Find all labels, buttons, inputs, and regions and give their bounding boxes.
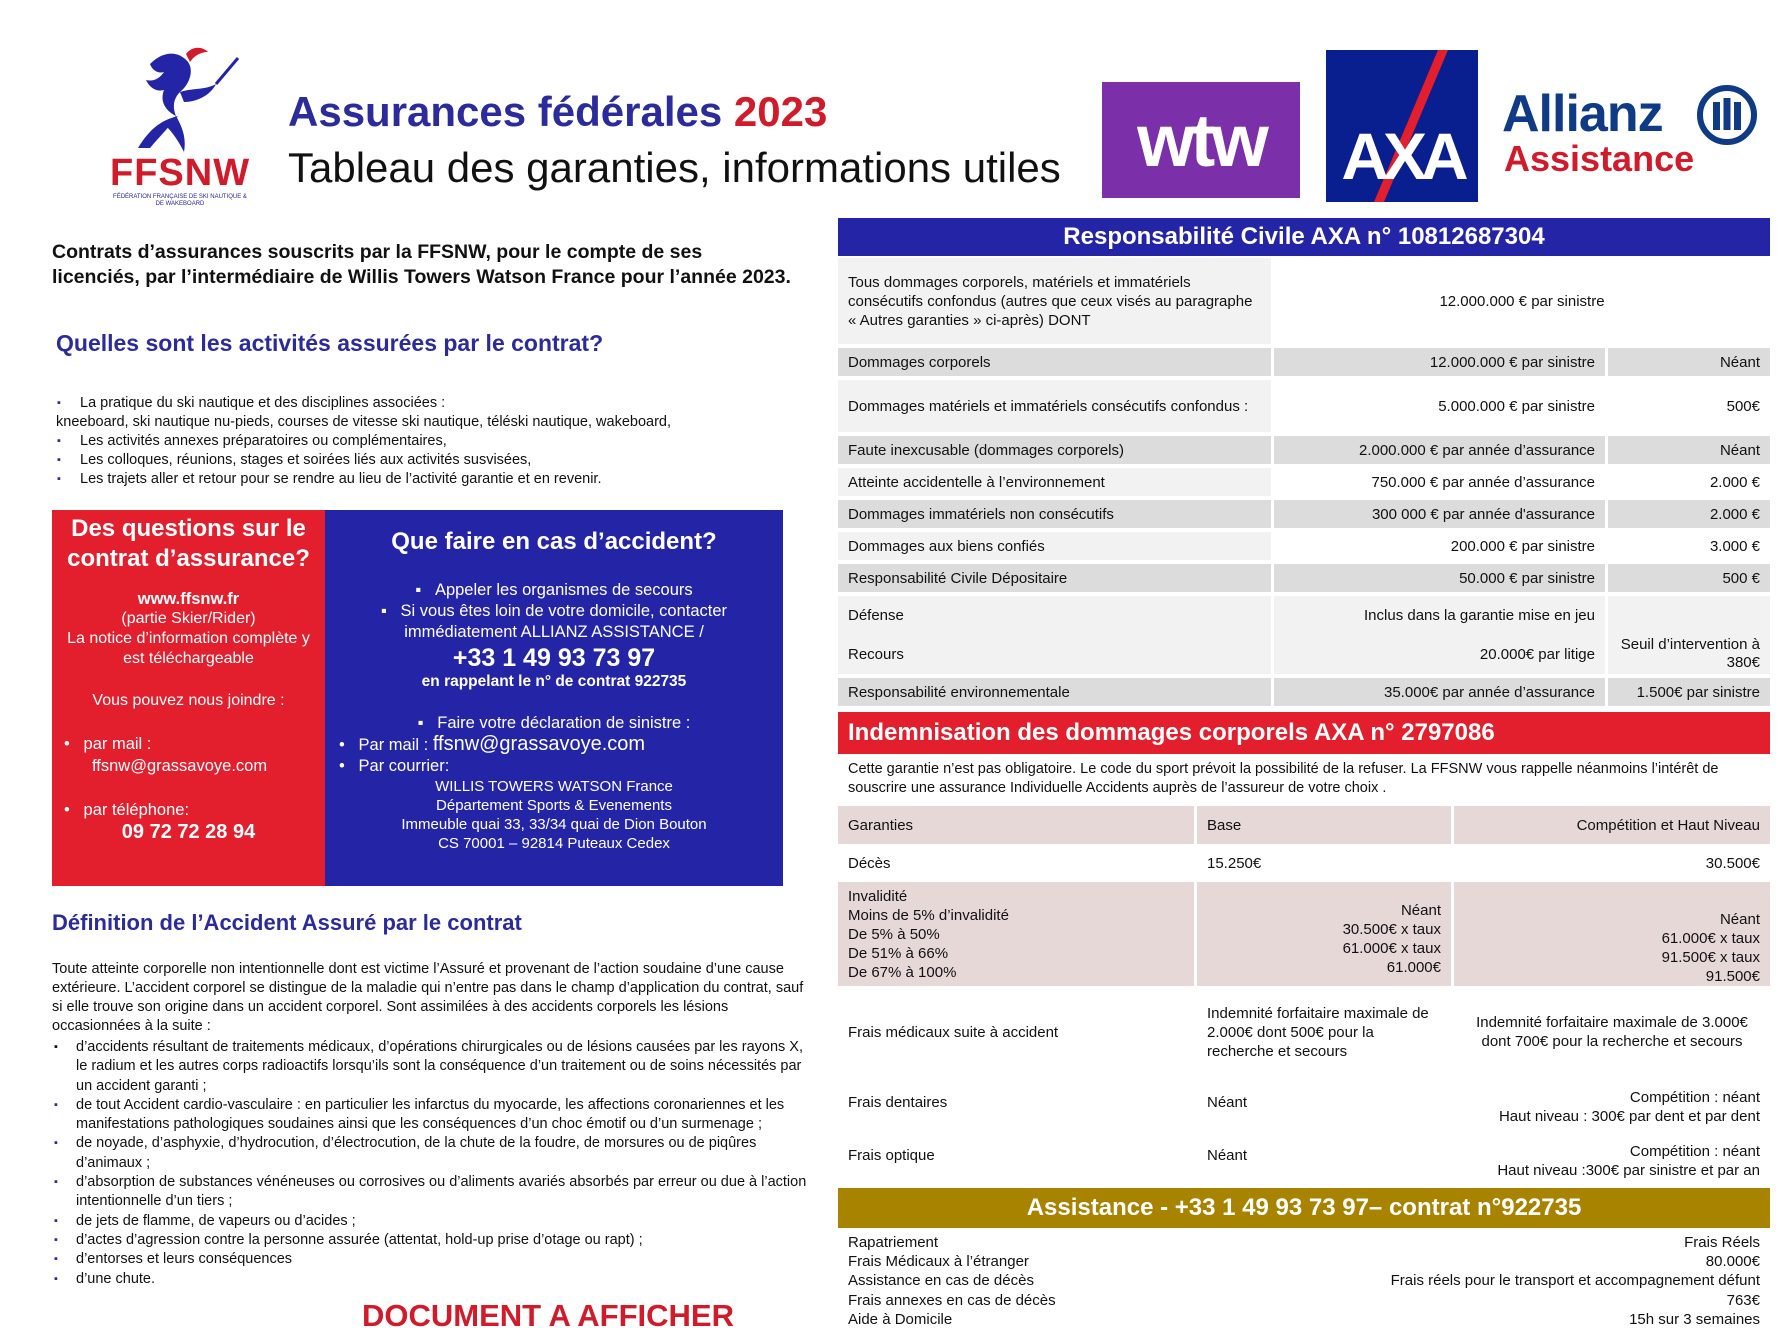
axa-logo-text: AXA xyxy=(1341,119,1463,193)
rc-row-label: Atteinte accidentelle à l’environnement xyxy=(838,468,1271,496)
ia-competition: Compétition : néant Haut niveau :300€ par sinistre et par an xyxy=(1454,1130,1770,1180)
join-text: Vous pouvez nous joindre : xyxy=(92,692,285,709)
notice-text: La notice d’information complète y est téléchargeable xyxy=(67,630,310,667)
rc-row-franchise: 2.000 € xyxy=(1608,468,1770,496)
ia-title-band: Indemnisation des dommages corporels AXA n° 2797086 xyxy=(838,712,1770,754)
list-item: ▪ Les activités annexes préparatoires ou complémentaires, xyxy=(52,432,752,451)
rc-row-amount: 12.000.000 € par sinistre xyxy=(1274,348,1605,376)
table-row xyxy=(838,468,1770,496)
ffsnw-logo xyxy=(110,44,250,214)
address-line: Immeuble quai 33, 33/34 quai de Dion Bouton xyxy=(401,816,707,833)
ia-invalidite-labels: Invalidité Moins de 5% d’invalidité De 5% à 50% De 51% à 66% De 67% à 100% xyxy=(838,882,1194,986)
axa-logo xyxy=(1326,50,1478,202)
table-row xyxy=(838,990,1770,1074)
rc-first-amount: 12.000.000 € par sinistre xyxy=(1274,258,1770,344)
accident-step: ▪ Si vous êtes loin de votre domicile, contacter immédiatement ALLIANZ ASSISTANCE / xyxy=(380,602,728,641)
assistance-value: 15h sur 3 semaines xyxy=(1629,1310,1760,1328)
assistance-label: Frais annexes en cas de décès xyxy=(848,1291,1056,1309)
list-item-continuation: kneeboard, ski nautique nu-pieds, courses de vitesse ski nautique, téléski nautique, wakeboard, xyxy=(56,414,672,430)
assistance-logo-text: Assistance xyxy=(1504,138,1695,179)
table-row xyxy=(838,532,1770,560)
list-item: ▪ d’une chute. xyxy=(52,1270,812,1289)
list-item: ▪ La pratique du ski nautique et des disciplines associées : xyxy=(52,394,752,413)
table-row xyxy=(838,1078,1770,1126)
table-row xyxy=(838,678,1770,706)
ffsnw-logo-subtitle: FÉDÉRATION FRANÇAISE DE SKI NAUTIQUE & DE WAKEBOARD xyxy=(113,194,247,207)
ia-label: Décès xyxy=(838,848,1194,878)
rc-row-label: Responsabilité environnementale xyxy=(838,678,1271,706)
list-item: ▪ Les trajets aller et retour pour se rendre au lieu de l’activité garantie et en revenir. xyxy=(52,470,752,489)
assistance-phone[interactable]: +33 1 49 93 73 97 xyxy=(452,644,656,672)
rc-row-label: Dommages aux biens confiés xyxy=(838,532,1271,560)
page-subtitle: Tableau des garanties, informations utiles xyxy=(288,144,1061,191)
rc-row-label: Recours xyxy=(838,634,1271,674)
intro-text: Contrats d’assurances souscrits par la FFSNW, pour le compte de ses licenciés, par l’intermédiaire de Willis Towers Watson France pour l’année 2023. xyxy=(52,241,791,288)
ia-base: Indemnité forfaitaire maximale de 2.000€ dont 500€ pour la recherche et secours xyxy=(1197,990,1451,1074)
list-item: ▪ de tout Accident cardio-vasculaire : en particulier les infarctus du myocarde, les affections coronariennes et les manifestations pathologiques soudaines ainsi que les conséquences d’un choc émotif ou d’un surmenage ; xyxy=(52,1096,812,1135)
table-row xyxy=(838,882,1770,986)
website-link[interactable]: www.ffsnw.fr xyxy=(137,590,240,608)
assistance-value: Frais réels pour le transport et accompagnement défunt xyxy=(1390,1272,1760,1290)
rc-row-label: Dommages corporels xyxy=(838,348,1271,376)
rc-row-label: Dommages immatériels non consécutifs xyxy=(838,500,1271,528)
assistance-title-band: Assistance - +33 1 49 93 73 97– contrat n°922735 xyxy=(838,1188,1770,1228)
rc-row-amount: 2.000.000 € par année d’assurance xyxy=(1274,436,1605,464)
ia-header: Base xyxy=(1197,806,1451,844)
title-year: 2023 xyxy=(733,88,828,135)
address-line: WILLIS TOWERS WATSON France xyxy=(435,778,673,795)
title-text: Assurances fédérales xyxy=(288,88,734,135)
questions-title: Des questions sur le contrat d’assurance? xyxy=(67,515,310,572)
allianz-eagle-icon xyxy=(1696,84,1758,146)
list-item: ▪ d’entorses et leurs conséquences xyxy=(52,1250,812,1269)
assistance-label: Frais Médicaux à l’étranger xyxy=(848,1253,1029,1271)
definition-heading: Définition de l’Accident Assuré par le contrat xyxy=(52,910,522,935)
assistance-label: Assistance en cas de décès xyxy=(848,1272,1034,1290)
rc-title-band: Responsabilité Civile AXA n° 10812687304 xyxy=(838,218,1770,256)
rc-row-amount: 5.000.000 € par sinistre xyxy=(1274,380,1605,432)
rc-row-amount: 35.000€ par année d’assurance xyxy=(1274,678,1605,706)
rc-row-label: Faute inexcusable (dommages corporels) xyxy=(838,436,1271,464)
display-notice: DOCUMENT A AFFICHER xyxy=(362,1298,734,1333)
rc-row-franchise: 500 € xyxy=(1608,564,1770,592)
ia-header: Compétition et Haut Niveau xyxy=(1454,806,1770,844)
accident-title: Que faire en cas d’accident? xyxy=(391,528,717,555)
definition-list xyxy=(52,1038,812,1289)
mail-link[interactable]: ffsnw@grassavoye.com xyxy=(92,757,268,775)
allianz-assistance-logo xyxy=(1500,82,1762,182)
ia-base: Néant xyxy=(1197,1130,1451,1180)
list-item: ▪ d’actes d’agression contre la personne assurée (attentat, hold-up prise d’otage ou rapt) ; xyxy=(52,1231,812,1250)
rc-row-amount: 300 000 € par année d'assurance xyxy=(1274,500,1605,528)
allianz-logo-text: Allianz xyxy=(1502,85,1663,143)
accident-box xyxy=(325,510,783,886)
activities-list xyxy=(52,394,752,489)
wtw-logo-text: wtw xyxy=(1137,98,1265,182)
table-row xyxy=(838,500,1770,528)
rc-row-franchise xyxy=(1608,596,1770,634)
assistance-label: Rapatriement xyxy=(848,1234,939,1251)
assistance-value: Frais Réels xyxy=(1684,1234,1760,1251)
page-title xyxy=(288,88,827,136)
ffsnw-logo-name: FFSNW xyxy=(110,152,251,194)
activities-heading: Quelles sont les activités assurées par le contrat? xyxy=(56,330,604,356)
ia-table xyxy=(838,806,1770,1184)
table-row xyxy=(838,806,1770,844)
rc-row-amount: 750.000 € par année d’assurance xyxy=(1274,468,1605,496)
questions-box xyxy=(52,510,325,886)
website-note: (partie Skier/Rider) xyxy=(121,610,256,627)
contract-reminder: en rappelant le n° de contrat 922735 xyxy=(421,673,687,690)
rc-row-franchise: 3.000 € xyxy=(1608,532,1770,560)
address-line: Département Sports & Evenements xyxy=(436,797,672,814)
ia-header: Garanties xyxy=(838,806,1194,844)
assistance-value: 80.000€ xyxy=(1705,1253,1760,1271)
accident-step: ▪ Faire votre déclaration de sinistre : xyxy=(417,714,691,732)
table-row xyxy=(838,1130,1770,1180)
phone-label: • par téléphone: xyxy=(64,801,190,819)
table-row xyxy=(838,596,1770,634)
phone-number[interactable]: 09 72 72 28 94 xyxy=(121,821,256,843)
rc-row-franchise: Néant xyxy=(1608,436,1770,464)
list-item: ▪ d’absorption de substances vénéneuses ou corrosives ou d’aliments avariés absorbés par erreur ou due à l’action intentionnelle d’un tiers ; xyxy=(52,1173,812,1212)
ia-invalidite-comp: Néant 61.000€ x taux 91.500€ x taux 91.500€ xyxy=(1454,882,1770,986)
list-item: ▪ Les colloques, réunions, stages et soirées liés aux activités susvisées, xyxy=(52,451,752,470)
rc-row-franchise: Seuil d’intervention à 380€ xyxy=(1608,634,1770,674)
rc-row-amount: 200.000 € par sinistre xyxy=(1274,532,1605,560)
ia-invalidite-base: Néant 30.500€ x taux 61.000€ x taux 61.000€ xyxy=(1197,882,1451,986)
table-row xyxy=(838,380,1770,432)
rc-row-label: Responsabilité Civile Dépositaire xyxy=(838,564,1271,592)
ia-competition: Compétition : néant Haut niveau : 300€ par dent et par dent xyxy=(1454,1078,1770,1126)
ia-label: Frais dentaires xyxy=(838,1078,1194,1126)
ia-competition: Indemnité forfaitaire maximale de 3.000€ dont 700€ pour la recherche et secours xyxy=(1454,990,1770,1074)
rc-row-amount: 50.000 € par sinistre xyxy=(1274,564,1605,592)
rc-row-amount: Inclus dans la garantie mise en jeu xyxy=(1274,596,1605,634)
ia-base: Néant xyxy=(1197,1078,1451,1126)
assistance-values xyxy=(1260,1233,1760,1329)
ia-note: Cette garantie n’est pas obligatoire. Le code du sport prévoit la possibilité de la refuser. La FFSNW vous rappelle néanmoins l’intérêt de souscrire une assurance Individuelle Accidents auprès de l’assureur de votre choix . xyxy=(848,761,1719,796)
assistance-value: 763€ xyxy=(1726,1291,1760,1309)
ia-base: 15.250€ xyxy=(1197,848,1451,878)
rc-row-franchise: Néant xyxy=(1608,348,1770,376)
list-item: ▪ de noyade, d’asphyxie, d’hydrocution, d’électrocution, de la chute de la foudre, de morsures ou de piqûres d’animaux ; xyxy=(52,1134,812,1173)
wtw-logo xyxy=(1102,82,1300,198)
rc-row-franchise: 2.000 € xyxy=(1608,500,1770,528)
rc-row-franchise: 1.500€ par sinistre xyxy=(1608,678,1770,706)
definition-text: Toute atteinte corporelle non intentionnelle dont est victime l’Assuré et provenant de l’action soudaine d’une cause extérieure. L’accident corporel se distingue de la maladie qui n’entre pas dans le champ d’application du contrat, sauf si elle trouve son origine dans un accident corporel. Sont assimilées à des accidents corporels les lésions occasionnées à la suite : xyxy=(52,961,804,1034)
ia-label: Frais médicaux suite à accident xyxy=(838,990,1194,1074)
list-item: ▪ de jets de flamme, de vapeurs ou d’acides ; xyxy=(52,1212,812,1231)
accident-step: ▪ Appeler les organismes de secours xyxy=(415,581,693,599)
list-item: ▪ d’accidents résultant de traitements médicaux, d’opérations chirurgicales ou de lésions causées par les rayons X, le radium et les autres corps radioactifs lorsqu’ils sont la conséquence d’un traitement ou de soins nécessités par un accident garanti ; xyxy=(52,1038,812,1096)
rc-row-label: Défense xyxy=(838,596,1271,634)
ia-competition: 30.500€ xyxy=(1454,848,1770,878)
rc-row-label: Dommages matériels et immatériels consécutifs confondus : xyxy=(838,380,1271,432)
assistance-labels xyxy=(848,1233,1248,1329)
table-row xyxy=(838,848,1770,878)
declaration-mail-link[interactable]: ffsnw@grassavoye.com xyxy=(432,733,646,755)
rc-row-franchise: 500€ xyxy=(1608,380,1770,432)
skier-emblem-icon xyxy=(120,44,240,154)
address-line: CS 70001 – 92814 Puteaux Cedex xyxy=(438,835,670,852)
table-row xyxy=(838,348,1770,376)
declaration-post: • Par courrier: xyxy=(339,757,450,775)
table-row xyxy=(838,634,1770,674)
table-row xyxy=(838,258,1770,344)
ia-label: Frais optique xyxy=(838,1130,1194,1180)
table-row xyxy=(838,564,1770,592)
table-row xyxy=(838,436,1770,464)
declaration-mail: • Par mail : ffsnw@grassavoye.com xyxy=(339,733,646,755)
rc-row-amount: 20.000€ par litige xyxy=(1274,634,1605,674)
assistance-label: Aide à Domicile xyxy=(848,1310,953,1328)
rc-first-label: Tous dommages corporels, matériels et immatériels consécutifs confondus (autres que ceux visés au paragraphe « Autres garanties » ci-après) DONT xyxy=(838,258,1271,344)
mail-label: • par mail : xyxy=(64,735,152,753)
